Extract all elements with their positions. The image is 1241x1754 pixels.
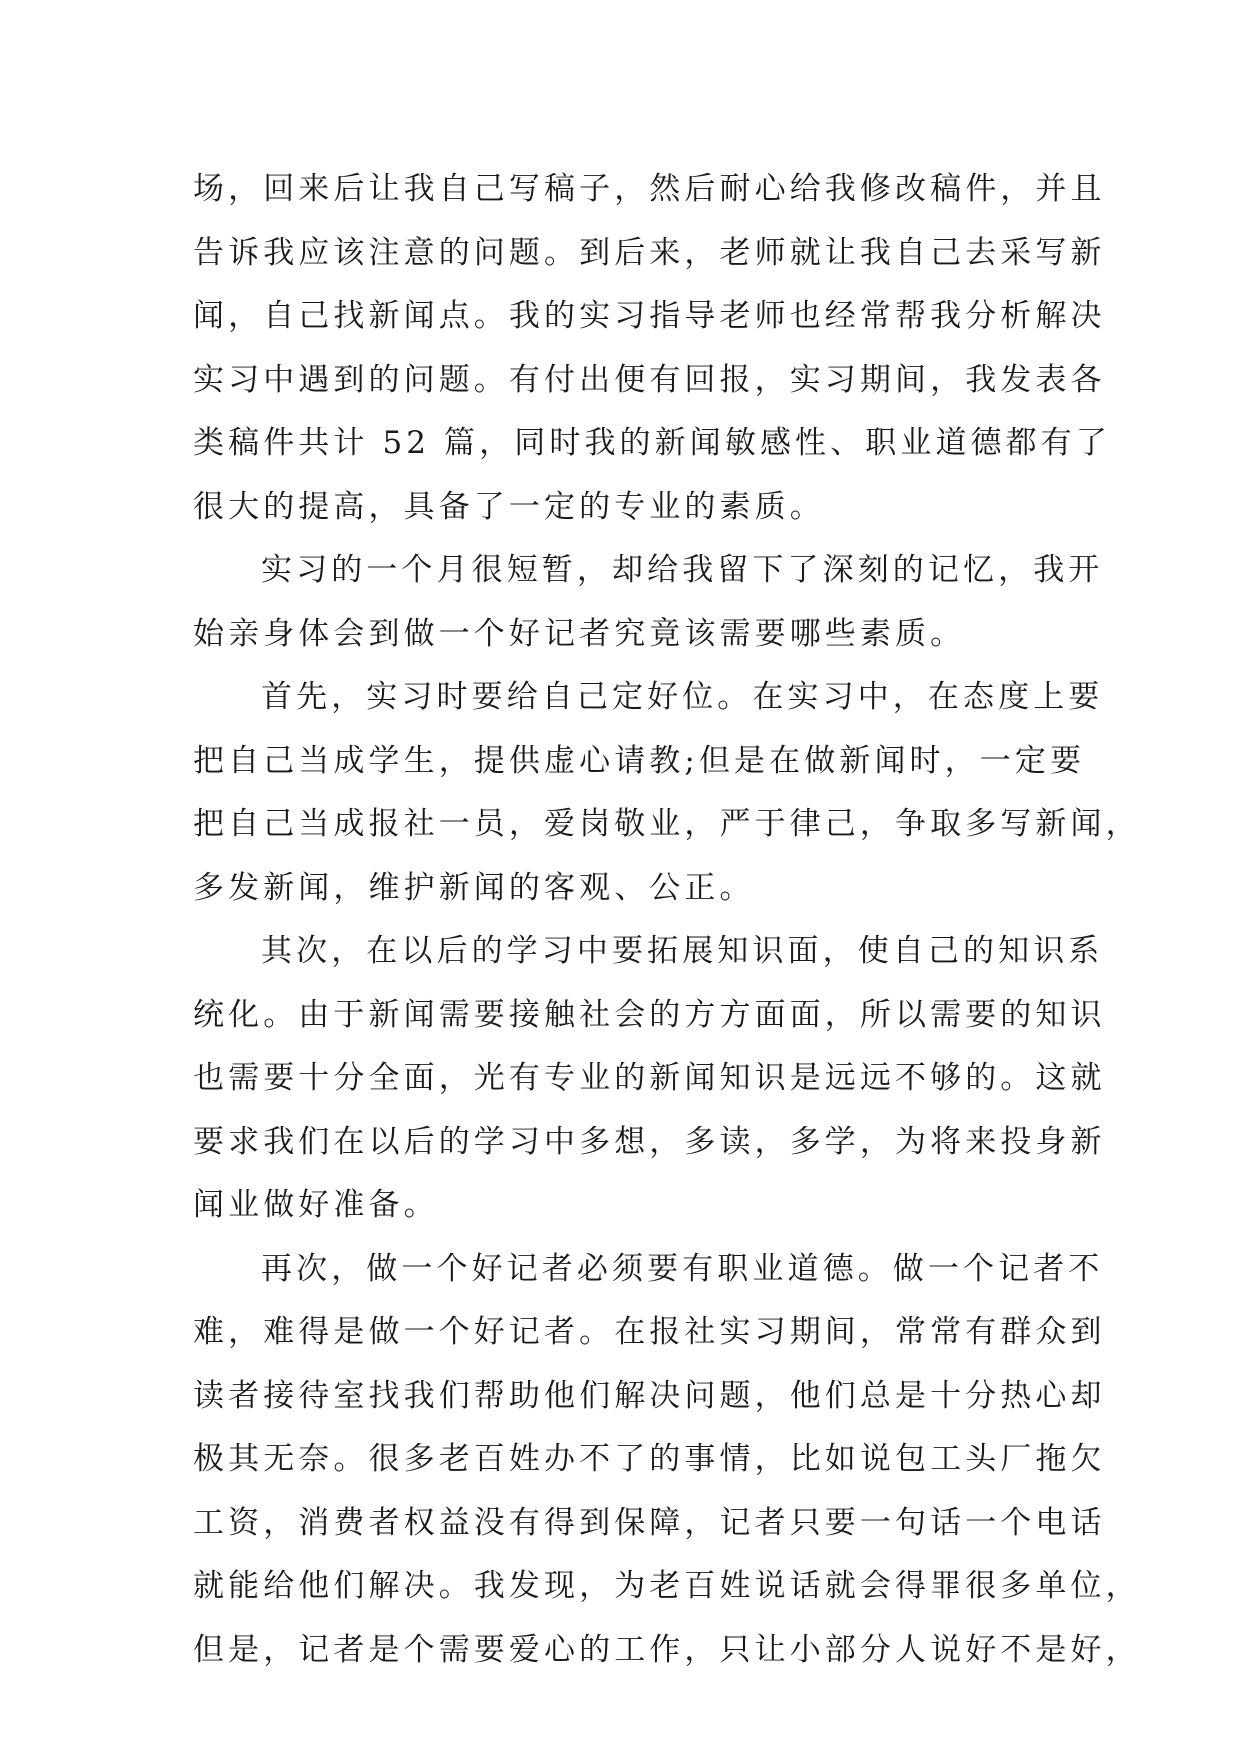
text-line: 就能给他们解决。我发现，为老百姓说话就会得罪很多单位， — [193, 1568, 1141, 1604]
text-line: 但是，记者是个需要爱心的工作，只让小部分人说好不是好， — [193, 1631, 1141, 1668]
text-line: 把自己当成报社一员，爱岗敬业，严于律己，争取多写新闻， — [193, 806, 1141, 842]
text-line: 闻业做好准备。 — [193, 1187, 439, 1223]
text-line: 工资，消费者权益没有得到保障，记者只要一句话一个电话 — [193, 1504, 1106, 1541]
document-body — [193, 158, 1141, 1682]
text-line: 很大的提高，具备了一定的专业的素质。 — [193, 488, 825, 525]
paragraph-first-line: 首先，实习时要给自己定好位。在实习中，在态度上要 — [261, 679, 1104, 715]
text-line: 场，回来后让我自己写稿子，然后耐心给我修改稿件，并且 — [193, 171, 1106, 207]
text-line: 把自己当成学生，提供虚心请教;但是在做新闻时，一定要 — [193, 742, 1086, 779]
text-line: 统化。由于新闻需要接触社会的方方面面，所以需要的知识 — [193, 996, 1106, 1033]
text-line: 难，难得是做一个好记者。在报社实习期间，常常有群众到 — [193, 1314, 1106, 1350]
text-line: 始亲身体会到做一个好记者究竟该需要哪些素质。 — [193, 615, 966, 652]
paragraph-first-line: 其次，在以后的学习中要拓展知识面，使自己的知识系 — [261, 933, 1104, 969]
text-line: 实习中遇到的问题。有付出便有回报，实习期间，我发表各 — [193, 361, 1106, 398]
text-line: 类稿件共计 52 篇，同时我的新闻敏感性、职业道德都有了 — [193, 425, 1111, 461]
text-line: 读者接待室找我们帮助他们解决问题，他们总是十分热心却 — [193, 1377, 1106, 1414]
text-line: 告诉我应该注意的问题。到后来，老师就让我自己去采写新 — [193, 234, 1106, 271]
paragraph-first-line: 再次，做一个好记者必须要有职业道德。做一个记者不 — [261, 1250, 1104, 1287]
text-line: 闻，自己找新闻点。我的实习指导老师也经常帮我分析解决 — [193, 298, 1106, 334]
text-line: 也需要十分全面，光有专业的新闻知识是远远不够的。这就 — [193, 1060, 1106, 1096]
text-line: 要求我们在以后的学习中多想，多读，多学，为将来投身新 — [193, 1123, 1106, 1160]
text-line: 极其无奈。很多老百姓办不了的事情，比如说包工头厂拖欠 — [193, 1441, 1106, 1477]
text-line: 多发新闻，维护新闻的客观、公正。 — [193, 869, 755, 906]
paragraph-first-line: 实习的一个月很短暂，却给我留下了深刻的记忆，我开 — [261, 552, 1104, 588]
